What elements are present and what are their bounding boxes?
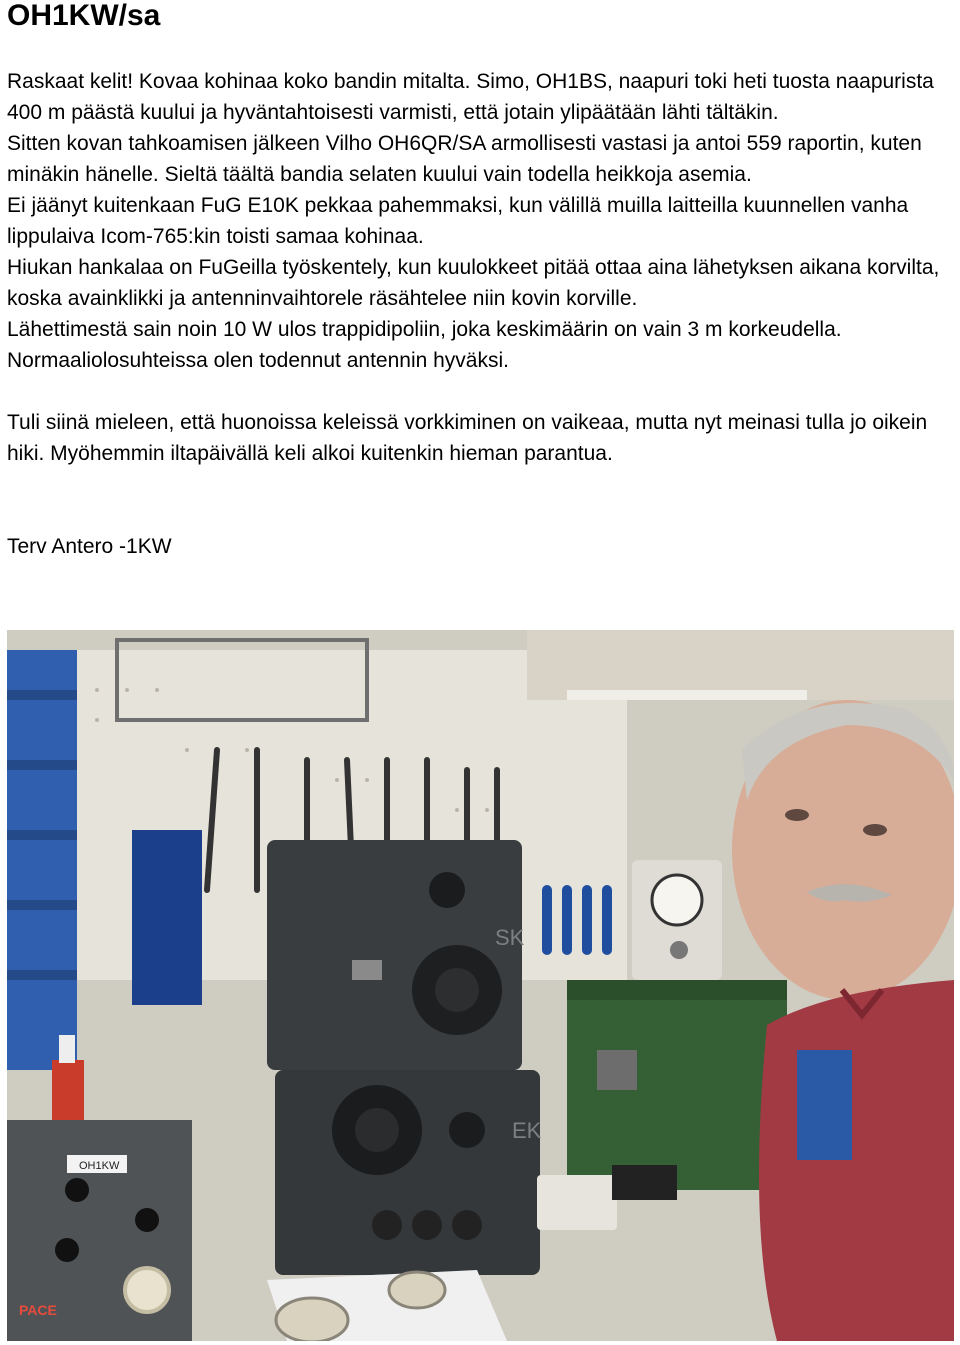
paragraph: Sitten kovan tahkoamisen jälkeen Vilho OH6QR/SA armollisesti vastasi ja antoi 559 raportin, kuten minäkin hänelle. Sieltä täältä bandia selaten kuului vain todella heikkoja asemia. (7, 132, 922, 186)
station-tag-label: OH1KW (79, 1160, 120, 1172)
article-body (7, 66, 957, 562)
paragraph: Tuli siinä mieleen, että huonoissa keleissä vorkkiminen on vaikeaa, mutta nyt meinasi tulla jo oikein hiki. Myöhemmin iltapäivällä keli alkoi kuitenkin hieman parantua. (7, 411, 928, 465)
signature: Terv Antero -1KW (7, 535, 172, 558)
brand-label: PACE (19, 1302, 57, 1318)
paragraph: Lähettimestä sain noin 10 W ulos trappidipoliin, joka keskimäärin on vain 3 m korkeudella. (7, 318, 842, 341)
workshop-photo (7, 630, 954, 1341)
module-sk-label: SK (495, 925, 525, 950)
paragraph: Ei jäänyt kuitenkaan FuG E10K pekkaa pahemmaksi, kun välillä muilla laitteilla kuunnellen vanha lippulaiva Icom-765:kin toisti samaa kohinaa. (7, 194, 909, 248)
paragraph: Raskaat kelit! Kovaa kohinaa koko bandin mitalta. Simo, OH1BS, naapuri toki heti tuosta naapurista 400 m päästä kuului ja hyväntahtoisesti varmisti, että jotain ylipäätään lähti tältäkin. (7, 70, 934, 124)
page-title: OH1KW/sa (7, 0, 161, 32)
paragraph: Normaaliolosuhteissa olen todennut antennin hyväksi. (7, 349, 509, 372)
paragraph: Hiukan hankalaa on FuGeilla työskentely, kun kuulokkeet pitää ottaa aina lähetyksen aikana korvilta, koska avainklikki ja antenninvaihtorele räsähtelee niin kovin korville. (7, 256, 940, 310)
module-ek-label: EK (512, 1118, 542, 1143)
